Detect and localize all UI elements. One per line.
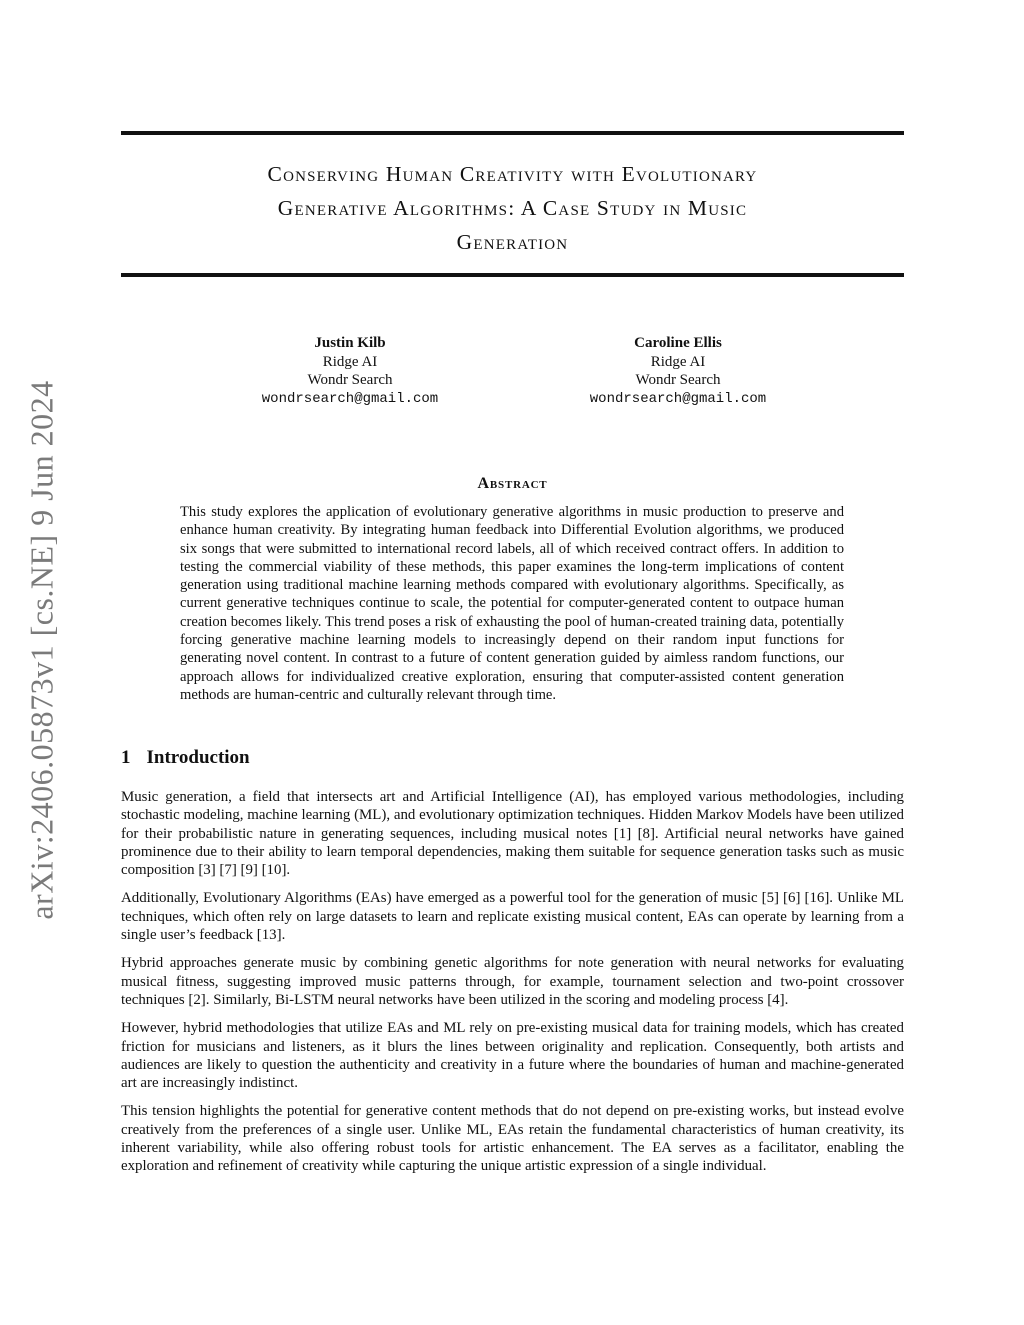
author-email: wondrsearch@gmail.com: [261, 390, 439, 407]
author-email: wondrsearch@gmail.com: [589, 390, 767, 407]
section-number: 1: [121, 747, 131, 768]
author-name: Caroline Ellis: [634, 335, 722, 351]
author-name: Justin Kilb: [314, 335, 386, 351]
paper-title: [121, 157, 904, 259]
body-paragraph: This tension highlights the potential for generative content methods that do not depend on pre-existing works, but instead evolve creatively from the preferences of a single user. Unlike ML, EAs retain the fundamental characteristics of human creativity, its inherent variability, while also offering robust tools for artistic enhancement. The EA serves as a facilitator, enabling the exploration and refinement of creativity while capturing the unique artistic expression of a single individual.: [121, 1103, 904, 1175]
body-paragraph: Hybrid approaches generate music by combining genetic algorithms for note generation with neural networks for evaluating musical fitness, suggesting improved music patterns through, for example, tournament selection and two-point crossover techniques [2]. Similarly, Bi-LSTM neural networks have been utilized in the scoring and modeling process [4].: [121, 955, 904, 1008]
author-affiliation: Ridge AI: [322, 353, 378, 370]
author-2: [548, 334, 808, 408]
section-title: Introduction: [146, 747, 250, 768]
author-1: [220, 334, 480, 408]
arxiv-identifier-stamp: arXiv:2406.05873v1 [cs.NE] 9 Jun 2024: [23, 380, 60, 920]
body-paragraph: Additionally, Evolutionary Algorithms (EAs) have emerged as a powerful tool for the generation of music [5] [6] [16]. Unlike ML techniques, which often rely on large datasets to learn and replicate existing musical content, EAs can operate by learning from a single user’s feedback [13].: [121, 890, 904, 944]
section-heading: [121, 747, 250, 769]
title-line-1: Conserving Human Creativity with Evolutionary: [267, 162, 758, 186]
title-bottom-rule: [121, 273, 904, 277]
author-affiliation: Wondr Search: [635, 372, 721, 388]
abstract-text: This study explores the application of evolutionary generative algorithms in music production to preserve and enhance human creativity. By integrating human feedback into Differential Evolution algorithms, we produced six songs that were submitted to international record labels, all of which received contract offers. In addition to testing the commercial viability of these methods, this paper examines the long-term implications of content generation using traditional machine learning methods compared with evolutionary algorithms. Specifically, as current generative techniques continue to scale, the potential for computer-generated content to outpace human creation becomes likely. This trend poses a risk of exhausting the pool of human-created training data, potentially forcing generative machine learning models to increasingly depend on their random input functions for generating novel content. In contrast to a future of content generation guided by aimless random functions, our approach allows for individualized creative exploration, ensuring that computer-assisted content generation methods are human-centric and culturally relevant through time.: [180, 504, 844, 703]
abstract-heading: Abstract: [477, 475, 548, 492]
title-top-rule: [121, 131, 904, 135]
section-body: [121, 788, 904, 1186]
author-affiliation: Wondr Search: [307, 372, 393, 388]
title-line-3: Generation: [456, 230, 569, 254]
title-line-2: Generative Algorithms: A Case Study in Music: [277, 196, 748, 220]
body-paragraph: However, hybrid methodologies that utilize EAs and ML rely on pre-existing musical data for training models, which has created friction for musicians and listeners, as it blurs the lines between originality and replication. Consequently, both artists and audiences are likely to question the authenticity and creativity in a future where the boundaries of human and machine-generated art are increasingly indistinct.: [121, 1020, 904, 1092]
author-affiliation: Ridge AI: [650, 353, 706, 370]
body-paragraph: Music generation, a field that intersects art and Artificial Intelligence (AI), has employed various methodologies, including stochastic modeling, machine learning (ML), and evolutionary optimization techniques. Hidden Markov Models have been utilized for their probabilistic nature in generating sequences, including musical notes [1] [8]. Artificial neural networks have gained prominence due to their ability to learn temporal dependencies, making them suitable for sequence generation tasks such as music composition [3] [7] [9] [10].: [121, 789, 904, 879]
